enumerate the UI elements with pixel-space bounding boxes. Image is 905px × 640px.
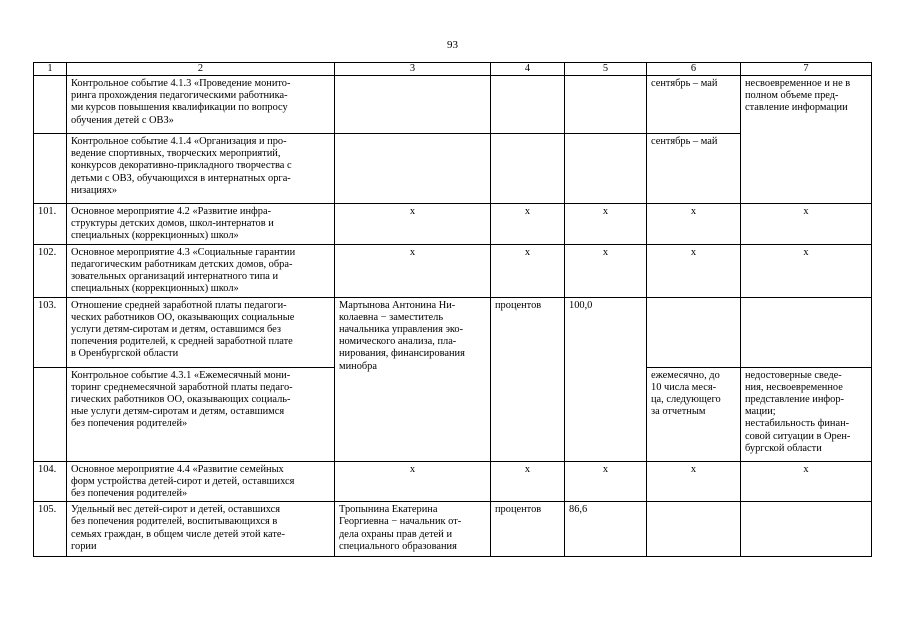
deadline-cell: сентябрь – май <box>647 134 741 204</box>
row-number-cell: 105. <box>34 502 67 557</box>
responsible-cell: Тропынина Екатерина Георгиевна − начальник от- дела охраны прав детей и специального образования <box>335 502 491 557</box>
description-cell: Основное мероприятие 4.2 «Развитие инфра- структуры детских домов, школ-интернатов и специальных (коррекционных) школ» <box>67 204 335 245</box>
row-number-cell: 101. <box>34 204 67 245</box>
unit-cell <box>491 134 565 204</box>
header-col-2: 2 <box>67 63 335 76</box>
responsible-cell: х <box>335 244 491 297</box>
value-cell <box>565 134 647 204</box>
header-col-5: 5 <box>565 63 647 76</box>
header-col-4: 4 <box>491 63 565 76</box>
description-cell: Контрольное событие 4.1.3 «Проведение монито- ринга прохождения педагогическими работника- ми курсов повышения квалификации по вопросу обучения детей с ОВЗ» <box>67 76 335 134</box>
table-row-104 <box>34 461 872 502</box>
responsible-cell <box>335 134 491 204</box>
description-cell: Удельный вес детей-сирот и детей, оставшихся без попечения родителей, воспитывающихся в семьях граждан, в общем числе детей этой кате- гории <box>67 502 335 557</box>
row-number-cell <box>34 134 67 204</box>
row-number-cell: 104. <box>34 461 67 502</box>
table-row-control-event-4-1-3 <box>34 76 872 134</box>
value-cell: х <box>565 461 647 502</box>
responsible-cell <box>335 76 491 134</box>
description-cell: Контрольное событие 4.1.4 «Организация и про- ведение спортивных, творческих мероприятий, конкурсов декоративно-прикладного творчества с детьми с ОВЗ, обучающихся в интернатных орга- низациях» <box>67 134 335 204</box>
unit-cell: х <box>491 461 565 502</box>
table-row-105 <box>34 502 872 557</box>
risk-cell <box>741 297 872 367</box>
page-number: 93 <box>447 39 458 51</box>
deadline-cell: х <box>647 244 741 297</box>
risk-cell: х <box>741 244 872 297</box>
risk-cell: х <box>741 204 872 245</box>
table-row-102 <box>34 244 872 297</box>
header-col-3: 3 <box>335 63 491 76</box>
value-cell: 86,6 <box>565 502 647 557</box>
value-cell: 100,0 <box>565 297 647 461</box>
value-cell: х <box>565 204 647 245</box>
row-number-cell: 102. <box>34 244 67 297</box>
description-cell: Основное мероприятие 4.4 «Развитие семейных форм устройства детей-сирот и детей, оставшихся без попечения родителей» <box>67 461 335 502</box>
header-row <box>34 63 872 76</box>
row-number-cell <box>34 367 67 461</box>
responsible-cell: х <box>335 204 491 245</box>
risk-cell: недостоверные сведе- ния, несвоевременное представление инфор- мации; нестабильность финан- совой ситуации в Орен- бургской области <box>741 367 872 461</box>
unit-cell <box>491 76 565 134</box>
deadline-cell: ежемесячно, до 10 числа меся- ца, следующего за отчетным <box>647 367 741 461</box>
header-col-6: 6 <box>647 63 741 76</box>
deadline-cell <box>647 502 741 557</box>
responsible-cell: Мартынова Антонина Ни- колаевна − заместитель начальника управления эко- номического анализа, пла- нирования, финансирования минобра <box>335 297 491 461</box>
unit-cell: процентов <box>491 297 565 461</box>
risk-cell <box>741 134 872 204</box>
deadline-cell: сентябрь – май <box>647 76 741 134</box>
description-cell: Основное мероприятие 4.3 «Социальные гарантии педагогическим работникам детских домов, обра- зовательных организаций интернатного типа и специальных (коррекционных) школ» <box>67 244 335 297</box>
row-number-cell <box>34 76 67 134</box>
value-cell: х <box>565 244 647 297</box>
description-cell: Контрольное событие 4.3.1 «Ежемесячный мони- торинг среднемесячной заработной платы педаго- гических работников ОО, оказывающих социаль- ные услуги детям-сиротам и детям, оставшимся без попечения родителей» <box>67 367 335 461</box>
unit-cell: х <box>491 244 565 297</box>
header-col-7: 7 <box>741 63 872 76</box>
deadline-cell: х <box>647 204 741 245</box>
risk-cell: несвоевременное и не в полном объеме пред- ставление информации <box>741 76 872 134</box>
deadline-cell <box>647 297 741 367</box>
risk-cell <box>741 502 872 557</box>
table-row-103 <box>34 297 872 367</box>
value-cell <box>565 76 647 134</box>
header-col-1: 1 <box>34 63 67 76</box>
unit-cell: х <box>491 204 565 245</box>
table-row-control-event-4-1-4 <box>34 134 872 204</box>
risk-cell: х <box>741 461 872 502</box>
description-cell: Отношение средней заработной платы педагоги- ческих работников ОО, оказывающих социальные услуги детям-сиротам и детям, оставшимся без попечения родителей, к средней заработной плате в Оренбургской области <box>67 297 335 367</box>
responsible-cell: х <box>335 461 491 502</box>
deadline-cell: х <box>647 461 741 502</box>
row-number-cell: 103. <box>34 297 67 367</box>
table-row-101 <box>34 204 872 245</box>
document-table <box>33 62 872 557</box>
unit-cell: процентов <box>491 502 565 557</box>
